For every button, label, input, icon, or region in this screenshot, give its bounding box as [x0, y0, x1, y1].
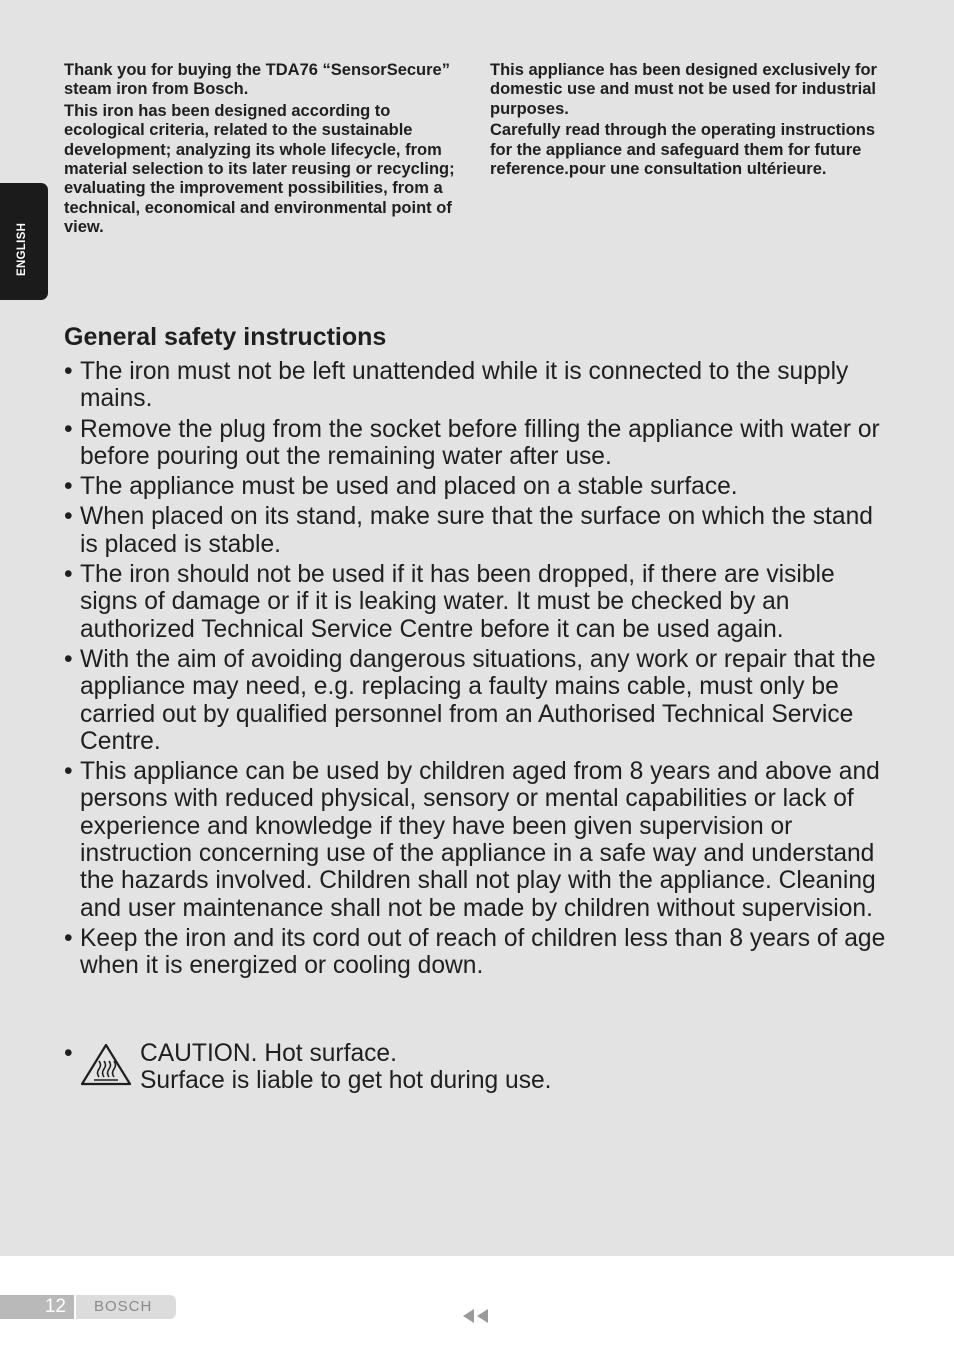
intro-paragraph: This iron has been designed according to ecological criteria, related to the sustainable development; analyzing its whole lifecycle, from material selection to its later reusing or recycling; evaluating the improvement possibilities, from a technical, economical and environmental point of view.: [64, 101, 455, 237]
page-number: 12: [0, 1295, 74, 1319]
list-item: • The appliance must be used and placed on a stable surface.: [64, 473, 894, 500]
caution-line: CAUTION. Hot surface.: [140, 1040, 397, 1067]
intro-paragraph: This appliance has been designed exclusively for domestic use and must not be used for industrial purposes.: [490, 61, 877, 118]
list-item: • When placed on its stand, make sure that the surface on which the stand is placed is stable.: [64, 503, 894, 558]
list-item: • Remove the plug from the socket before filling the appliance with water or before pouring out the remaining water after use.: [64, 416, 894, 471]
brand-label: BOSCH: [76, 1295, 176, 1319]
double-left-arrow-icon[interactable]: [462, 1308, 492, 1324]
language-label: ENGLISH: [16, 222, 28, 276]
footer: [0, 1295, 176, 1319]
list-item: • The iron must not be left unattended while it is connected to the supply mains.: [64, 358, 894, 413]
intro-paragraph: Carefully read through the operating instructions for the appliance and safeguard them for future reference.pour une consultation ultérieure.: [490, 121, 876, 179]
intro-left-column: [64, 61, 464, 240]
list-item: • This appliance can be used by children aged from 8 years and above and persons with reduced physical, sensory or mental capabilities or lack of experience and knowledge if they have been given supervision or instruction concerning use of the appliance in a safe way and understand the hazards involved. Children shall not play with the appliance. Cleaning and user maintenance shall not be made by children without supervision.: [64, 758, 894, 922]
caution-text: [140, 1040, 552, 1095]
list-item: • With the aim of avoiding dangerous situations, any work or repair that the appliance may need, e.g. replacing a faulty mains cable, must only be carried out by qualified personnel from an Authorised Technical Service Centre.: [64, 646, 894, 755]
safety-instructions-list: [64, 358, 894, 983]
list-item: • The iron should not be used if it has been dropped, if there are visible signs of damage or if it is leaking water. It must be checked by an authorized Technical Service Centre before it can be used again.: [64, 561, 894, 643]
intro-right-column: [490, 61, 900, 181]
caution-bullet: •: [64, 1040, 73, 1067]
intro-paragraph: Thank you for buying the TDA76 “SensorSecure” steam iron from Bosch.: [64, 61, 450, 99]
section-title: General safety instructions: [64, 323, 387, 351]
hot-surface-warning-icon: [80, 1043, 132, 1087]
caution-line: Surface is liable to get hot during use.: [140, 1067, 552, 1095]
list-item: • Keep the iron and its cord out of reach of children less than 8 years of age when it is energized or cooling down.: [64, 925, 894, 980]
